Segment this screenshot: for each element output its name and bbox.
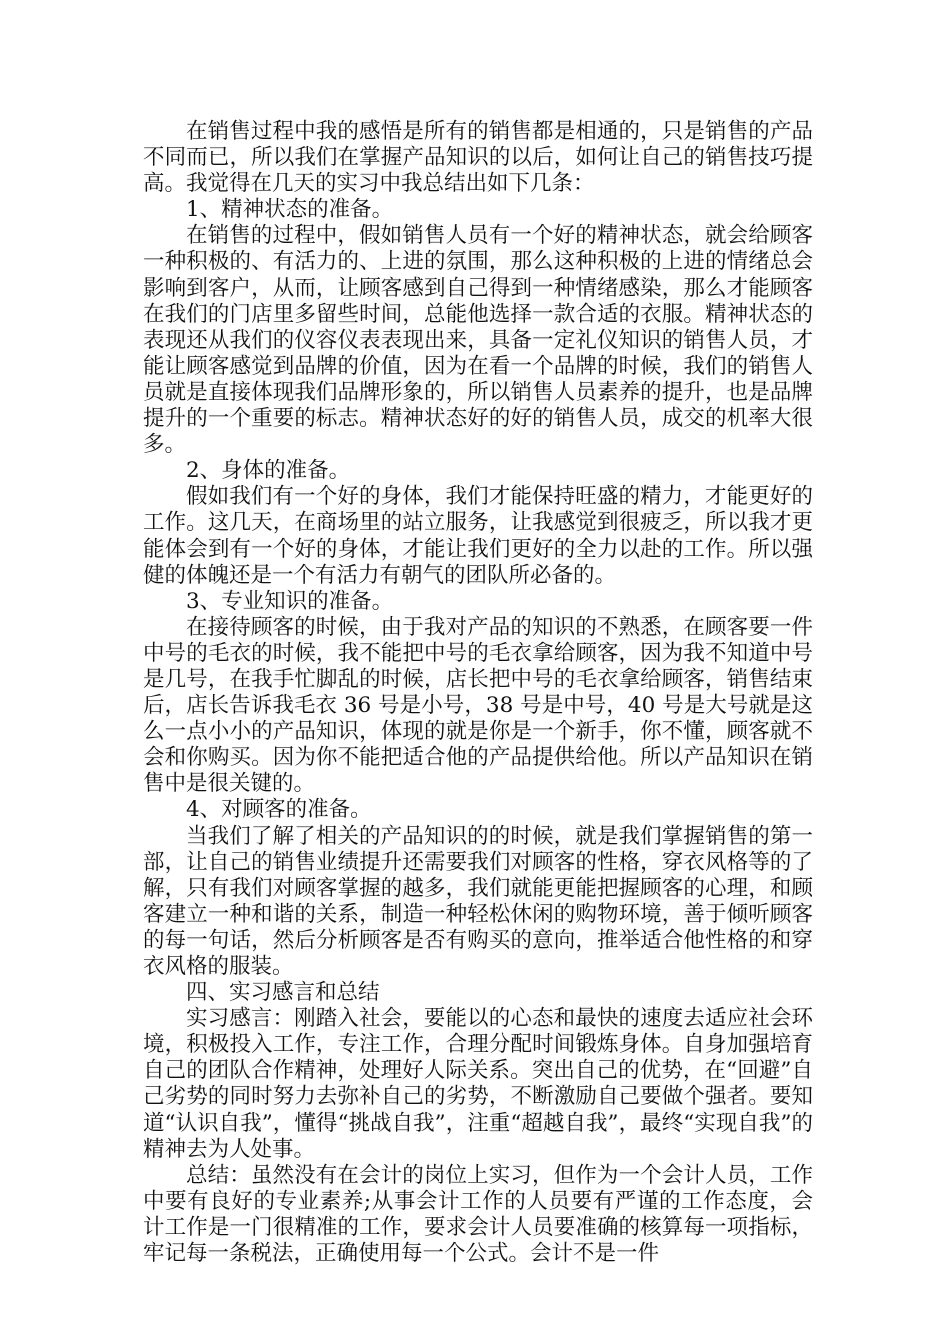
- paragraph-body-preparation: 假如我们有一个好的身体，我们才能保持旺盛的精力，才能更好的工作。这几天，在商场里的站立服务，让我感觉到很疲乏，所以我才更能体会到有一个好的身体，才能让我们更好的全力以赴的工作。所以强健的体魄还是一个有活力有朝气的团队所必备的。: [143, 484, 813, 588]
- heading-body-preparation: 2、身体的准备。: [186, 458, 351, 484]
- heading-knowledge-preparation: 3、专业知识的准备。: [186, 588, 394, 614]
- paragraph-spirit-preparation: 在销售的过程中，假如销售人员有一个好的精神状态，就会给顾客一种积极的、有活力的、上进的氛围，那么这种积极的上进的情绪总会影响到客户，从而，让顾客感到自己得到一种情绪感染，那么才能顾客在我们的门店里多留些时间，总能他选择一款合适的衣服。精神状态的表现还从我们的仪容仪表表现出来，具备一定礼仪知识的销售人员，才能让顾客感觉到品牌的价值，因为在看一个品牌的时候，我们的销售人员就是直接体现我们品牌形象的，所以销售人员素养的提升，也是品牌提升的一个重要的标志。精神状态好的好的销售人员，成交的机率大很多。: [143, 223, 813, 458]
- heading-section-four: 四、实习感言和总结: [186, 980, 380, 1006]
- paragraph-intro: 在销售过程中我的感悟是所有的销售都是相通的，只是销售的产品不同而已，所以我们在掌握产品知识的以后，如何让自己的销售技巧提高。我觉得在几天的实习中我总结出如下几条：: [143, 119, 813, 197]
- paragraph-summary: 总结：虽然没有在会计的岗位上实习，但作为一个会计人员，工作中要有良好的专业素养;从事会计工作的人员要有严谨的工作态度，会计工作是一门很精准的工作，要求会计人员要准确的核算每一项指标，牢记每一条税法，正确使用每一个公式。会计不是一件: [143, 1162, 813, 1267]
- paragraph-internship-reflection: 实习感言：刚踏入社会，要能以的心态和最快的速度去适应社会环境，积极投入工作，专注工作，合理分配时间锻炼身体。自身加强培育自己的团队合作精神，处理好人际关系。突出自己的优势，在“回避”自己劣势的同时努力去弥补自己的劣势，不断激励自己要做个强者。要知道“认识自我”，懂得“挑战自我”，注重“超越自我”，最终“实现自我”的精神去为人处事。: [143, 1006, 813, 1162]
- heading-spirit-preparation: 1、精神状态的准备。: [186, 197, 394, 223]
- document-page: [143, 119, 813, 1267]
- paragraph-knowledge-preparation: 在接待顾客的时候，由于我对产品的知识的不熟悉，在顾客要一件中号的毛衣的时候，我不能把中号的毛衣拿给顾客，因为我不知道中号是几号，在我手忙脚乱的时候，店长把中号的毛衣拿给顾客，销售结束后，店长告诉我毛衣 36 号是小号，38 号是中号，40 号是大号就是这么一点小小的产品知识，体现的就是你是一个新手，你不懂，顾客就不会和你购买。因为你不能把适合他的产品提供给他。所以产品知识在销售中是很关键的。: [143, 614, 813, 797]
- heading-customer-preparation: 4、对顾客的准备。: [186, 797, 372, 823]
- paragraph-customer-preparation: 当我们了解了相关的产品知识的的时候，就是我们掌握销售的第一部，让自己的销售业绩提升还需要我们对顾客的性格，穿衣风格等的了解，只有我们对顾客掌握的越多，我们就能更能把握顾客的心理，和顾客建立一种和谐的关系，制造一种轻松休闲的购物环境，善于倾听顾客的每一句话，然后分析顾客是否有购买的意向，推举适合他性格的和穿衣风格的服装。: [143, 823, 813, 979]
